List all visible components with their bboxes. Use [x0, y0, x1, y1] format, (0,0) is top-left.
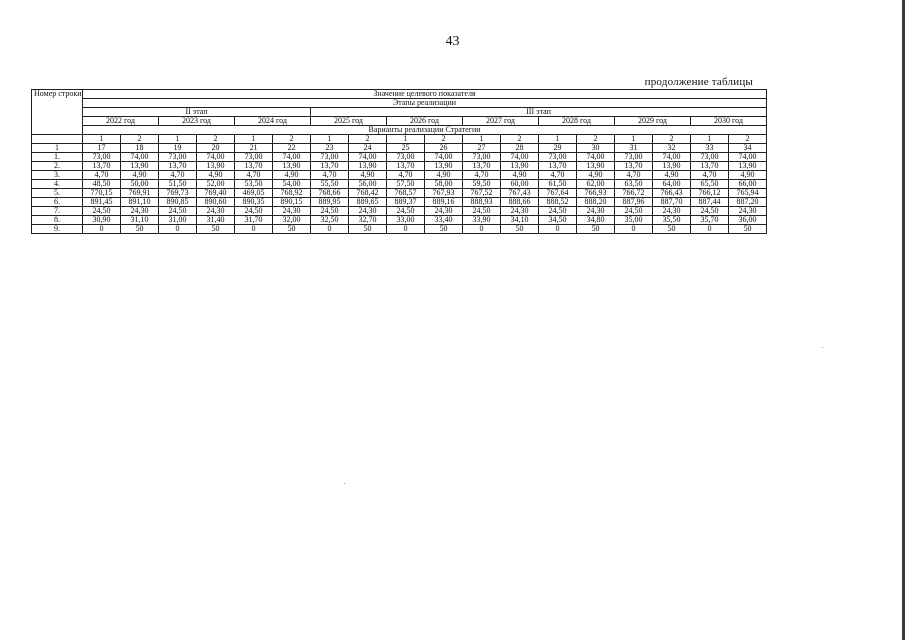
table-cell: 73,00 [691, 153, 729, 162]
table-cell: 888,20 [577, 198, 615, 207]
table-cell: 33,40 [425, 216, 463, 225]
table-cell: 887,20 [729, 198, 767, 207]
header-row-stages-label [32, 99, 767, 108]
variant-header: 2 [653, 135, 691, 144]
table-cell: 50,00 [121, 180, 159, 189]
variant-header: 2 [121, 135, 159, 144]
table-cell: 24 [349, 144, 387, 153]
table-cell: 13,70 [235, 162, 273, 171]
table-cell: 32,00 [273, 216, 311, 225]
year-header: 2022 год [83, 117, 159, 126]
table-cell: 23 [311, 144, 349, 153]
table-cell: 13,90 [729, 162, 767, 171]
table-cell: 768,92 [273, 189, 311, 198]
row-number: 5. [32, 189, 83, 198]
variant-header: 2 [729, 135, 767, 144]
table-cell: 50 [425, 225, 463, 234]
table-cell: 64,00 [653, 180, 691, 189]
table-cell: 769,73 [159, 189, 197, 198]
table-cell: 4,90 [121, 171, 159, 180]
header-row-title [32, 90, 767, 99]
table-cell: 35,70 [691, 216, 729, 225]
table-cell: 66,00 [729, 180, 767, 189]
table-cell: 35,00 [615, 216, 653, 225]
year-header: 2027 год [463, 117, 539, 126]
table-cell: 65,50 [691, 180, 729, 189]
table-cell: 0 [615, 225, 653, 234]
table-cell: 4,90 [349, 171, 387, 180]
table-row [32, 153, 767, 162]
table-cell: 4,70 [159, 171, 197, 180]
table-cell: 24,30 [425, 207, 463, 216]
table-cell: 890,85 [159, 198, 197, 207]
table-cell: 4,70 [539, 171, 577, 180]
row-number: 1. [32, 153, 83, 162]
table-cell: 0 [387, 225, 425, 234]
table-cell: 887,96 [615, 198, 653, 207]
table-cell: 890,35 [235, 198, 273, 207]
variant-header: 2 [273, 135, 311, 144]
table-cell: 17 [83, 144, 121, 153]
table-cell: 13,70 [615, 162, 653, 171]
row-number: 1 [32, 144, 83, 153]
table-cell: 888,52 [539, 198, 577, 207]
year-header: 2029 год [615, 117, 691, 126]
table-cell: 24,30 [501, 207, 539, 216]
table-cell: 73,00 [235, 153, 273, 162]
table-cell: 50 [501, 225, 539, 234]
table-cell: 891,45 [83, 198, 121, 207]
variants-header: Варианты реализации Стратегии [83, 126, 767, 135]
table-cell: 28 [501, 144, 539, 153]
table-cell: 13,90 [425, 162, 463, 171]
table-cell: 0 [539, 225, 577, 234]
variant-header: 1 [539, 135, 577, 144]
table-cell: 31 [615, 144, 653, 153]
target-indicator-table [31, 89, 767, 234]
table-cell: 889,65 [349, 198, 387, 207]
table-cell: 50 [273, 225, 311, 234]
stage-2: II этап [83, 108, 311, 117]
table-cell: 73,00 [463, 153, 501, 162]
table-cell: 4,70 [463, 171, 501, 180]
scan-speck [344, 483, 345, 484]
table-cell: 20 [197, 144, 235, 153]
table-cell: 890,60 [197, 198, 235, 207]
table-cell: 31,00 [159, 216, 197, 225]
table-cell: 4,70 [235, 171, 273, 180]
table-cell: 52,00 [197, 180, 235, 189]
variant-header: 2 [197, 135, 235, 144]
table-cell: 74,00 [121, 153, 159, 162]
table-cell: 24,50 [387, 207, 425, 216]
table-cell: 27 [463, 144, 501, 153]
variant-header: 1 [387, 135, 425, 144]
table-cell: 59,50 [463, 180, 501, 189]
table-cell: 35,50 [653, 216, 691, 225]
variant-header: 1 [615, 135, 653, 144]
stages-header: Этапы реализации [83, 99, 767, 108]
table-cell: 4,90 [197, 171, 235, 180]
row-number: 6. [32, 198, 83, 207]
table-row [32, 180, 767, 189]
table-cell: 31,40 [197, 216, 235, 225]
row-number: 2. [32, 162, 83, 171]
table-cell: 32,70 [349, 216, 387, 225]
table-cell: 18 [121, 144, 159, 153]
variant-header: 1 [691, 135, 729, 144]
table-cell: 769,91 [121, 189, 159, 198]
table-cell: 13,70 [463, 162, 501, 171]
table-cell: 24,30 [577, 207, 615, 216]
table-cell: 4,70 [387, 171, 425, 180]
table-cell: 13,70 [387, 162, 425, 171]
table-cell: 74,00 [273, 153, 311, 162]
table-cell: 34,50 [539, 216, 577, 225]
table-cell: 767,64 [539, 189, 577, 198]
variants-row-blank [32, 135, 83, 144]
table-row [32, 144, 767, 153]
table-cell: 24,50 [235, 207, 273, 216]
table-cell: 34,10 [501, 216, 539, 225]
table-cell: 34,80 [577, 216, 615, 225]
page-number: 43 [445, 34, 460, 49]
table-cell: 50 [197, 225, 235, 234]
table-cell: 766,72 [615, 189, 653, 198]
table-cell: 766,93 [577, 189, 615, 198]
table-cell: 48,50 [83, 180, 121, 189]
table-cell: 767,93 [425, 189, 463, 198]
table-cell: 889,95 [311, 198, 349, 207]
table-cell: 73,00 [387, 153, 425, 162]
year-header: 2023 год [159, 117, 235, 126]
table-cell: 30,90 [83, 216, 121, 225]
table-cell: 33,00 [387, 216, 425, 225]
year-header: 2024 год [235, 117, 311, 126]
table-cell: 34 [729, 144, 767, 153]
table-cell: 887,44 [691, 198, 729, 207]
variant-header: 2 [501, 135, 539, 144]
table-cell: 4,90 [501, 171, 539, 180]
header-row-stages [32, 108, 767, 117]
variant-header: 1 [83, 135, 121, 144]
continuation-label: продолжение таблицы [644, 76, 753, 88]
table-row [32, 207, 767, 216]
table-cell: 50 [729, 225, 767, 234]
table-cell: 13,90 [577, 162, 615, 171]
table-cell: 73,00 [83, 153, 121, 162]
table-cell: 74,00 [577, 153, 615, 162]
table-cell: 4,70 [83, 171, 121, 180]
variant-header: 1 [311, 135, 349, 144]
table-row [32, 189, 767, 198]
table-cell: 24,30 [729, 207, 767, 216]
table-cell: 889,37 [387, 198, 425, 207]
table-cell: 62,00 [577, 180, 615, 189]
table-cell: 768,66 [311, 189, 349, 198]
table-cell: 60,00 [501, 180, 539, 189]
table-cell: 888,93 [463, 198, 501, 207]
table-cell: 765,94 [729, 189, 767, 198]
table-cell: 61,50 [539, 180, 577, 189]
table-cell: 887,70 [653, 198, 691, 207]
table-cell: 13,70 [539, 162, 577, 171]
year-header: 2028 год [539, 117, 615, 126]
table-cell: 31,10 [121, 216, 159, 225]
table-cell: 32 [653, 144, 691, 153]
table-row [32, 225, 767, 234]
table-cell: 4,70 [311, 171, 349, 180]
table-cell: 13,70 [83, 162, 121, 171]
table-cell: 74,00 [653, 153, 691, 162]
row-number: 4. [32, 180, 83, 189]
table-cell: 13,70 [691, 162, 729, 171]
row-number: 3. [32, 171, 83, 180]
table-cell: 32,50 [311, 216, 349, 225]
table-cell: 4,90 [577, 171, 615, 180]
table-row [32, 216, 767, 225]
table-cell: 0 [463, 225, 501, 234]
table-cell: 56,00 [349, 180, 387, 189]
table-cell: 24,30 [197, 207, 235, 216]
table-cell: 13,70 [159, 162, 197, 171]
table-cell: 36,00 [729, 216, 767, 225]
variant-header: 1 [235, 135, 273, 144]
table-cell: 55,50 [311, 180, 349, 189]
table-cell: 4,70 [691, 171, 729, 180]
table-cell: 0 [83, 225, 121, 234]
table-cell: 13,90 [121, 162, 159, 171]
table-cell: 768,42 [349, 189, 387, 198]
table-cell: 0 [159, 225, 197, 234]
table-cell: 73,00 [615, 153, 653, 162]
table-cell: 21 [235, 144, 273, 153]
table-row [32, 198, 767, 207]
year-header: 2030 год [691, 117, 767, 126]
table-cell: 24,50 [463, 207, 501, 216]
table-cell: 24,50 [615, 207, 653, 216]
row-number: 9. [32, 225, 83, 234]
table-cell: 13,90 [197, 162, 235, 171]
table-cell: 50 [349, 225, 387, 234]
table-cell: 74,00 [349, 153, 387, 162]
table-cell: 58,00 [425, 180, 463, 189]
table-cell: 22 [273, 144, 311, 153]
table-cell: 768,57 [387, 189, 425, 198]
table-cell: 50 [577, 225, 615, 234]
table-cell: 888,66 [501, 198, 539, 207]
table-cell: 33 [691, 144, 729, 153]
table-cell: 25 [387, 144, 425, 153]
table-cell: 13,90 [273, 162, 311, 171]
table-cell: 24,30 [121, 207, 159, 216]
table-cell: 767,52 [463, 189, 501, 198]
table-cell: 24,30 [349, 207, 387, 216]
table-cell: 24,50 [311, 207, 349, 216]
table-cell: 24,30 [653, 207, 691, 216]
table-cell: 766,43 [653, 189, 691, 198]
table-cell: 26 [425, 144, 463, 153]
table-cell: 24,50 [539, 207, 577, 216]
table-cell: 50 [121, 225, 159, 234]
header-row-variants-label [32, 126, 767, 135]
table-title: Значение целевого показателя [83, 90, 767, 99]
table-cell: 19 [159, 144, 197, 153]
table-cell: 73,00 [311, 153, 349, 162]
header-row-variants [32, 135, 767, 144]
row-number: 8. [32, 216, 83, 225]
table-cell: 24,30 [273, 207, 311, 216]
table-cell: 63,50 [615, 180, 653, 189]
table-cell: 33,90 [463, 216, 501, 225]
table-cell: 51,50 [159, 180, 197, 189]
table-cell: 54,00 [273, 180, 311, 189]
variant-header: 2 [425, 135, 463, 144]
table-cell: 766,12 [691, 189, 729, 198]
year-header: 2025 год [311, 117, 387, 126]
table-cell: 889,16 [425, 198, 463, 207]
table-cell: 74,00 [501, 153, 539, 162]
row-number: 7. [32, 207, 83, 216]
table-cell: 4,70 [615, 171, 653, 180]
table-cell: 4,90 [653, 171, 691, 180]
table-cell: 770,15 [83, 189, 121, 198]
table-cell: 30 [577, 144, 615, 153]
table-cell: 50 [653, 225, 691, 234]
table-cell: 0 [691, 225, 729, 234]
table-cell: 4,90 [273, 171, 311, 180]
table-cell: 4,90 [729, 171, 767, 180]
variant-header: 1 [463, 135, 501, 144]
table-cell: 13,70 [311, 162, 349, 171]
table-cell: 4,90 [425, 171, 463, 180]
scan-speck [822, 347, 823, 348]
stage-3: III этап [311, 108, 767, 117]
table-cell: 767,43 [501, 189, 539, 198]
variant-header: 2 [577, 135, 615, 144]
table-cell: 73,00 [539, 153, 577, 162]
variant-header: 1 [159, 135, 197, 144]
table-cell: 57,50 [387, 180, 425, 189]
table-row [32, 162, 767, 171]
table-cell: 13,90 [653, 162, 691, 171]
table-cell: 29 [539, 144, 577, 153]
table-cell: 0 [311, 225, 349, 234]
table-cell: 24,50 [691, 207, 729, 216]
year-header: 2026 год [387, 117, 463, 126]
corner-header: Номер строки [32, 90, 83, 135]
table-cell: 74,00 [729, 153, 767, 162]
table-cell: 24,50 [83, 207, 121, 216]
table-cell: 13,90 [349, 162, 387, 171]
table-cell: 769,40 [197, 189, 235, 198]
table-cell: 0 [235, 225, 273, 234]
table-row [32, 171, 767, 180]
table-cell: 53,50 [235, 180, 273, 189]
table-cell: 74,00 [197, 153, 235, 162]
table-cell: 890,15 [273, 198, 311, 207]
table-cell: 891,10 [121, 198, 159, 207]
table-cell: 469,05 [235, 189, 273, 198]
table-cell: 13,90 [501, 162, 539, 171]
table-cell: 73,00 [159, 153, 197, 162]
variant-header: 2 [349, 135, 387, 144]
header-row-years [32, 117, 767, 126]
table-cell: 31,70 [235, 216, 273, 225]
table-cell: 24,50 [159, 207, 197, 216]
table-cell: 74,00 [425, 153, 463, 162]
